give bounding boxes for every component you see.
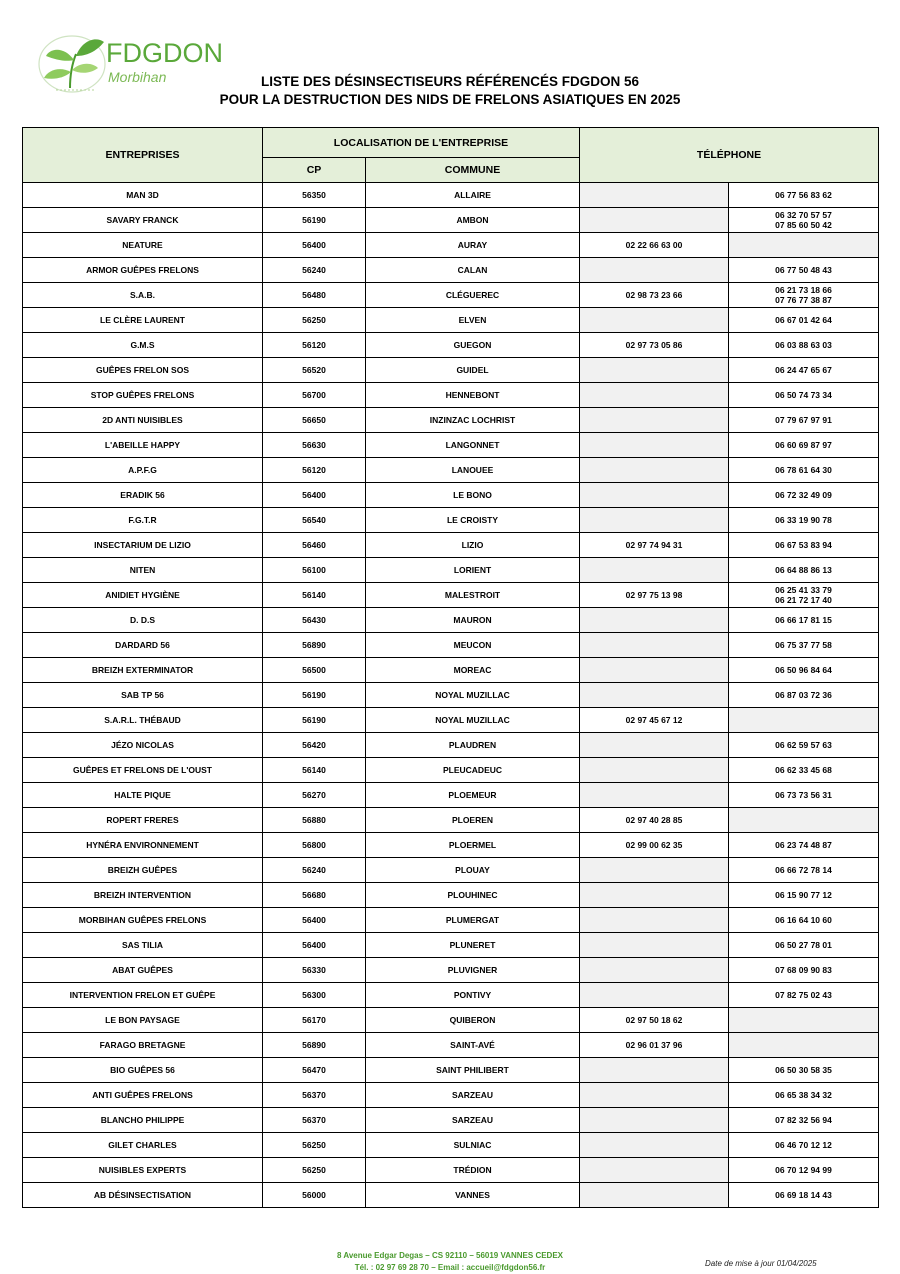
company-name-cell: AB DÉSINSECTISATION: [23, 1183, 263, 1208]
postal-code-cell: 56100: [263, 558, 366, 583]
table-row: [23, 383, 879, 408]
mobile-phone-cell: 07 68 09 90 83: [729, 958, 879, 983]
commune-cell: PLOERMEL: [366, 833, 580, 858]
company-name-cell: INSECTARIUM DE LIZIO: [23, 533, 263, 558]
postal-code-cell: 56800: [263, 833, 366, 858]
postal-code-cell: 56680: [263, 883, 366, 908]
landline-phone-cell: [580, 733, 729, 758]
table-row: [23, 433, 879, 458]
footer-contact: Tél. : 02 97 69 28 70 – Email : accueil@fdgdon56.fr: [354, 1263, 546, 1272]
commune-cell: LANGONNET: [366, 433, 580, 458]
commune-cell: PLOEMEUR: [366, 783, 580, 808]
header-localisation: LOCALISATION DE L'ENTREPRISE: [263, 128, 580, 158]
company-name-cell: SAVARY FRANCK: [23, 208, 263, 233]
company-name-cell: 2D ANTI NUISIBLES: [23, 408, 263, 433]
landline-phone-cell: 02 96 01 37 96: [580, 1033, 729, 1058]
table-row: [23, 283, 879, 308]
mobile-phone-cell: 07 79 67 97 91: [729, 408, 879, 433]
mobile-phone-cell: 06 50 30 58 35: [729, 1058, 879, 1083]
postal-code-cell: 56140: [263, 583, 366, 608]
postal-code-cell: 56400: [263, 233, 366, 258]
mobile-phone-cell: 06 25 41 33 79 06 21 72 17 40: [729, 583, 879, 608]
commune-cell: SARZEAU: [366, 1108, 580, 1133]
company-name-cell: NUISIBLES EXPERTS: [23, 1158, 263, 1183]
commune-cell: SARZEAU: [366, 1083, 580, 1108]
commune-cell: MOREAC: [366, 658, 580, 683]
company-name-cell: BREIZH GUÊPES: [23, 858, 263, 883]
company-name-cell: MORBIHAN GUÊPES FRELONS: [23, 908, 263, 933]
company-name-cell: LE CLÈRE LAURENT: [23, 308, 263, 333]
commune-cell: HENNEBONT: [366, 383, 580, 408]
commune-cell: LORIENT: [366, 558, 580, 583]
svg-text:FDGDON: FDGDON: [106, 38, 223, 68]
table-row: [23, 508, 879, 533]
postal-code-cell: 56890: [263, 1033, 366, 1058]
landline-phone-cell: [580, 758, 729, 783]
mobile-phone-cell: 06 21 73 18 66 07 76 77 38 87: [729, 283, 879, 308]
mobile-phone-cell: 06 73 73 56 31: [729, 783, 879, 808]
company-name-cell: STOP GUÊPES FRELONS: [23, 383, 263, 408]
postal-code-cell: 56250: [263, 1158, 366, 1183]
table-row: [23, 733, 879, 758]
table-row: [23, 408, 879, 433]
table-row: [23, 633, 879, 658]
mobile-phone-cell: 06 50 96 84 64: [729, 658, 879, 683]
landline-phone-cell: [580, 458, 729, 483]
mobile-phone-cell: 06 32 70 57 57 07 85 60 50 42: [729, 208, 879, 233]
landline-phone-cell: [580, 1183, 729, 1208]
landline-phone-cell: [580, 658, 729, 683]
postal-code-cell: 56190: [263, 208, 366, 233]
table-row: [23, 833, 879, 858]
postal-code-cell: 56460: [263, 533, 366, 558]
mobile-phone-cell: 06 87 03 72 36: [729, 683, 879, 708]
mobile-phone-cell: 06 33 19 90 78: [729, 508, 879, 533]
postal-code-cell: 56630: [263, 433, 366, 458]
commune-cell: NOYAL MUZILLAC: [366, 683, 580, 708]
company-name-cell: GUÊPES FRELON SOS: [23, 358, 263, 383]
table-row: [23, 458, 879, 483]
commune-cell: VANNES: [366, 1183, 580, 1208]
table-row: [23, 1183, 879, 1208]
svg-text:Morbihan: Morbihan: [108, 69, 167, 85]
landline-phone-cell: [580, 1083, 729, 1108]
mobile-phone-cell: 06 03 88 63 03: [729, 333, 879, 358]
mobile-phone-cell: 06 50 27 78 01: [729, 933, 879, 958]
landline-phone-cell: [580, 983, 729, 1008]
landline-phone-cell: [580, 858, 729, 883]
mobile-phone-cell: 06 72 32 49 09: [729, 483, 879, 508]
landline-phone-cell: 02 99 00 62 35: [580, 833, 729, 858]
mobile-phone-cell: [729, 233, 879, 258]
landline-phone-cell: 02 98 73 23 66: [580, 283, 729, 308]
mobile-phone-cell: 06 77 50 48 43: [729, 258, 879, 283]
postal-code-cell: 56520: [263, 358, 366, 383]
company-name-cell: ANTI GUÊPES FRELONS: [23, 1083, 263, 1108]
commune-cell: CALAN: [366, 258, 580, 283]
company-name-cell: NITEN: [23, 558, 263, 583]
mobile-phone-cell: 06 16 64 10 60: [729, 908, 879, 933]
commune-cell: LIZIO: [366, 533, 580, 558]
mobile-phone-cell: 06 77 56 83 62: [729, 183, 879, 208]
update-date: Date de mise à jour 01/04/2025: [705, 1259, 817, 1268]
postal-code-cell: 56120: [263, 458, 366, 483]
company-name-cell: SAS TILIA: [23, 933, 263, 958]
commune-cell: PLOUHINEC: [366, 883, 580, 908]
table-row: [23, 208, 879, 233]
commune-cell: LANOUEE: [366, 458, 580, 483]
landline-phone-cell: [580, 683, 729, 708]
mobile-phone-cell: 06 62 33 45 68: [729, 758, 879, 783]
mobile-phone-cell: 06 46 70 12 12: [729, 1133, 879, 1158]
landline-phone-cell: [580, 558, 729, 583]
postal-code-cell: 56300: [263, 983, 366, 1008]
company-name-cell: FARAGO BRETAGNE: [23, 1033, 263, 1058]
table-row: [23, 333, 879, 358]
company-name-cell: G.M.S: [23, 333, 263, 358]
landline-phone-cell: [580, 208, 729, 233]
table-row: [23, 883, 879, 908]
table-row: [23, 308, 879, 333]
company-name-cell: BLANCHO PHILIPPE: [23, 1108, 263, 1133]
mobile-phone-cell: 06 69 18 14 43: [729, 1183, 879, 1208]
company-name-cell: BIO GUÊPES 56: [23, 1058, 263, 1083]
postal-code-cell: 56400: [263, 483, 366, 508]
mobile-phone-cell: 06 64 88 86 13: [729, 558, 879, 583]
table-row: [23, 808, 879, 833]
postal-code-cell: 56370: [263, 1108, 366, 1133]
footer-address: 8 Avenue Edgar Degas – CS 92110 – 56019 VANNES CEDEX: [336, 1251, 564, 1260]
header-cp: CP: [263, 158, 366, 183]
commune-cell: TRÉDION: [366, 1158, 580, 1183]
table-row: [23, 783, 879, 808]
postal-code-cell: 56700: [263, 383, 366, 408]
postal-code-cell: 56190: [263, 708, 366, 733]
postal-code-cell: 56890: [263, 633, 366, 658]
commune-cell: PLOUAY: [366, 858, 580, 883]
header-commune: COMMUNE: [366, 158, 580, 183]
mobile-phone-cell: [729, 1008, 879, 1033]
table-body: [23, 183, 879, 1208]
landline-phone-cell: 02 97 75 13 98: [580, 583, 729, 608]
commune-cell: LE CROISTY: [366, 508, 580, 533]
landline-phone-cell: 02 97 40 28 85: [580, 808, 729, 833]
table-row: [23, 908, 879, 933]
company-name-cell: HYNÉRA ENVIRONNEMENT: [23, 833, 263, 858]
table-row: [23, 683, 879, 708]
commune-cell: INZINZAC LOCHRIST: [366, 408, 580, 433]
company-name-cell: NEATURE: [23, 233, 263, 258]
company-name-cell: ERADIK 56: [23, 483, 263, 508]
landline-phone-cell: [580, 408, 729, 433]
postal-code-cell: 56330: [263, 958, 366, 983]
landline-phone-cell: 02 97 73 05 86: [580, 333, 729, 358]
landline-phone-cell: [580, 258, 729, 283]
mobile-phone-cell: [729, 708, 879, 733]
commune-cell: PLUMERGAT: [366, 908, 580, 933]
table-row: [23, 758, 879, 783]
commune-cell: PLAUDREN: [366, 733, 580, 758]
landline-phone-cell: [580, 483, 729, 508]
landline-phone-cell: [580, 1058, 729, 1083]
postal-code-cell: 56470: [263, 1058, 366, 1083]
mobile-phone-cell: 06 65 38 34 32: [729, 1083, 879, 1108]
commune-cell: LE BONO: [366, 483, 580, 508]
commune-cell: ALLAIRE: [366, 183, 580, 208]
commune-cell: GUEGON: [366, 333, 580, 358]
landline-phone-cell: [580, 508, 729, 533]
company-name-cell: ROPERT FRERES: [23, 808, 263, 833]
table-row: [23, 483, 879, 508]
table-row: [23, 1058, 879, 1083]
commune-cell: SULNIAC: [366, 1133, 580, 1158]
commune-cell: AURAY: [366, 233, 580, 258]
document-title-line-1: LISTE DES DÉSINSECTISEURS RÉFÉRENCÉS FDGDON 56: [260, 74, 640, 89]
commune-cell: MEUCON: [366, 633, 580, 658]
landline-phone-cell: [580, 1108, 729, 1133]
landline-phone-cell: [580, 608, 729, 633]
postal-code-cell: 56480: [263, 283, 366, 308]
postal-code-cell: 56430: [263, 608, 366, 633]
commune-cell: MALESTROIT: [366, 583, 580, 608]
company-name-cell: S.A.B.: [23, 283, 263, 308]
landline-phone-cell: 02 22 66 63 00: [580, 233, 729, 258]
postal-code-cell: 56240: [263, 858, 366, 883]
postal-code-cell: 56880: [263, 808, 366, 833]
commune-cell: ELVEN: [366, 308, 580, 333]
mobile-phone-cell: 06 23 74 48 87: [729, 833, 879, 858]
commune-cell: PLUVIGNER: [366, 958, 580, 983]
landline-phone-cell: [580, 433, 729, 458]
table-row: [23, 608, 879, 633]
table-row: [23, 1108, 879, 1133]
company-name-cell: S.A.R.L. THÉBAUD: [23, 708, 263, 733]
postal-code-cell: 56500: [263, 658, 366, 683]
mobile-phone-cell: 07 82 32 56 94: [729, 1108, 879, 1133]
desinsectiseurs-table: [22, 127, 879, 1208]
company-name-cell: LE BON PAYSAGE: [23, 1008, 263, 1033]
header-telephone: TÉLÉPHONE: [580, 128, 879, 183]
company-name-cell: ANIDIET HYGIÈNE: [23, 583, 263, 608]
postal-code-cell: 56170: [263, 1008, 366, 1033]
company-name-cell: INTERVENTION FRELON ET GUÊPE: [23, 983, 263, 1008]
mobile-phone-cell: 06 15 90 77 12: [729, 883, 879, 908]
postal-code-cell: 56540: [263, 508, 366, 533]
mobile-phone-cell: 06 78 61 64 30: [729, 458, 879, 483]
company-name-cell: DARDARD 56: [23, 633, 263, 658]
table-row: [23, 858, 879, 883]
company-name-cell: BREIZH INTERVENTION: [23, 883, 263, 908]
table-row: [23, 1158, 879, 1183]
mobile-phone-cell: 06 62 59 57 63: [729, 733, 879, 758]
table-row: [23, 258, 879, 283]
company-name-cell: BREIZH EXTERMINATOR: [23, 658, 263, 683]
landline-phone-cell: [580, 783, 729, 808]
company-name-cell: MAN 3D: [23, 183, 263, 208]
postal-code-cell: 56270: [263, 783, 366, 808]
postal-code-cell: 56400: [263, 908, 366, 933]
commune-cell: MAURON: [366, 608, 580, 633]
postal-code-cell: 56350: [263, 183, 366, 208]
table-row: [23, 658, 879, 683]
postal-code-cell: 56370: [263, 1083, 366, 1108]
commune-cell: PLUNERET: [366, 933, 580, 958]
landline-phone-cell: [580, 908, 729, 933]
mobile-phone-cell: 06 70 12 94 99: [729, 1158, 879, 1183]
landline-phone-cell: [580, 308, 729, 333]
mobile-phone-cell: [729, 808, 879, 833]
table-row: [23, 1033, 879, 1058]
company-name-cell: GUÊPES ET FRELONS DE L'OUST: [23, 758, 263, 783]
landline-phone-cell: [580, 1133, 729, 1158]
header-entreprises: ENTREPRISES: [23, 128, 263, 183]
commune-cell: QUIBERON: [366, 1008, 580, 1033]
landline-phone-cell: [580, 633, 729, 658]
company-name-cell: HALTE PIQUE: [23, 783, 263, 808]
landline-phone-cell: 02 97 45 67 12: [580, 708, 729, 733]
landline-phone-cell: [580, 383, 729, 408]
landline-phone-cell: [580, 958, 729, 983]
mobile-phone-cell: 06 24 47 65 67: [729, 358, 879, 383]
table-row: [23, 358, 879, 383]
company-name-cell: ARMOR GUÊPES FRELONS: [23, 258, 263, 283]
mobile-phone-cell: 06 67 53 83 94: [729, 533, 879, 558]
postal-code-cell: 56000: [263, 1183, 366, 1208]
landline-phone-cell: [580, 183, 729, 208]
landline-phone-cell: [580, 933, 729, 958]
company-name-cell: D. D.S: [23, 608, 263, 633]
postal-code-cell: 56250: [263, 308, 366, 333]
table-row: [23, 1083, 879, 1108]
company-name-cell: F.G.T.R: [23, 508, 263, 533]
landline-phone-cell: 02 97 50 18 62: [580, 1008, 729, 1033]
table-row: [23, 233, 879, 258]
mobile-phone-cell: 06 67 01 42 64: [729, 308, 879, 333]
landline-phone-cell: 02 97 74 94 31: [580, 533, 729, 558]
company-name-cell: A.P.F.G: [23, 458, 263, 483]
mobile-phone-cell: [729, 1033, 879, 1058]
mobile-phone-cell: 06 75 37 77 58: [729, 633, 879, 658]
mobile-phone-cell: 06 66 72 78 14: [729, 858, 879, 883]
document-title-line-2: POUR LA DESTRUCTION DES NIDS DE FRELONS ASIATIQUES EN 2025: [219, 92, 681, 107]
commune-cell: GUIDEL: [366, 358, 580, 383]
company-name-cell: L'ABEILLE HAPPY: [23, 433, 263, 458]
postal-code-cell: 56190: [263, 683, 366, 708]
table-row: [23, 708, 879, 733]
company-name-cell: ABAT GUÊPES: [23, 958, 263, 983]
mobile-phone-cell: 06 50 74 73 34: [729, 383, 879, 408]
table-row: [23, 1008, 879, 1033]
table-row: [23, 983, 879, 1008]
postal-code-cell: 56120: [263, 333, 366, 358]
mobile-phone-cell: 06 66 17 81 15: [729, 608, 879, 633]
table-row: [23, 583, 879, 608]
postal-code-cell: 56240: [263, 258, 366, 283]
commune-cell: PLOEREN: [366, 808, 580, 833]
commune-cell: PONTIVY: [366, 983, 580, 1008]
commune-cell: PLEUCADEUC: [366, 758, 580, 783]
company-name-cell: SAB TP 56: [23, 683, 263, 708]
table-row: [23, 1133, 879, 1158]
company-name-cell: JÉZO NICOLAS: [23, 733, 263, 758]
postal-code-cell: 56140: [263, 758, 366, 783]
landline-phone-cell: [580, 358, 729, 383]
table-row: [23, 183, 879, 208]
commune-cell: NOYAL MUZILLAC: [366, 708, 580, 733]
postal-code-cell: 56250: [263, 1133, 366, 1158]
commune-cell: SAINT PHILIBERT: [366, 1058, 580, 1083]
company-name-cell: GILET CHARLES: [23, 1133, 263, 1158]
commune-cell: CLÉGUEREC: [366, 283, 580, 308]
mobile-phone-cell: 07 82 75 02 43: [729, 983, 879, 1008]
landline-phone-cell: [580, 883, 729, 908]
table-row: [23, 533, 879, 558]
table-row: [23, 558, 879, 583]
landline-phone-cell: [580, 1158, 729, 1183]
mobile-phone-cell: 06 60 69 87 97: [729, 433, 879, 458]
commune-cell: AMBON: [366, 208, 580, 233]
postal-code-cell: 56650: [263, 408, 366, 433]
postal-code-cell: 56420: [263, 733, 366, 758]
table-row: [23, 933, 879, 958]
postal-code-cell: 56400: [263, 933, 366, 958]
commune-cell: SAINT-AVÉ: [366, 1033, 580, 1058]
table-row: [23, 958, 879, 983]
